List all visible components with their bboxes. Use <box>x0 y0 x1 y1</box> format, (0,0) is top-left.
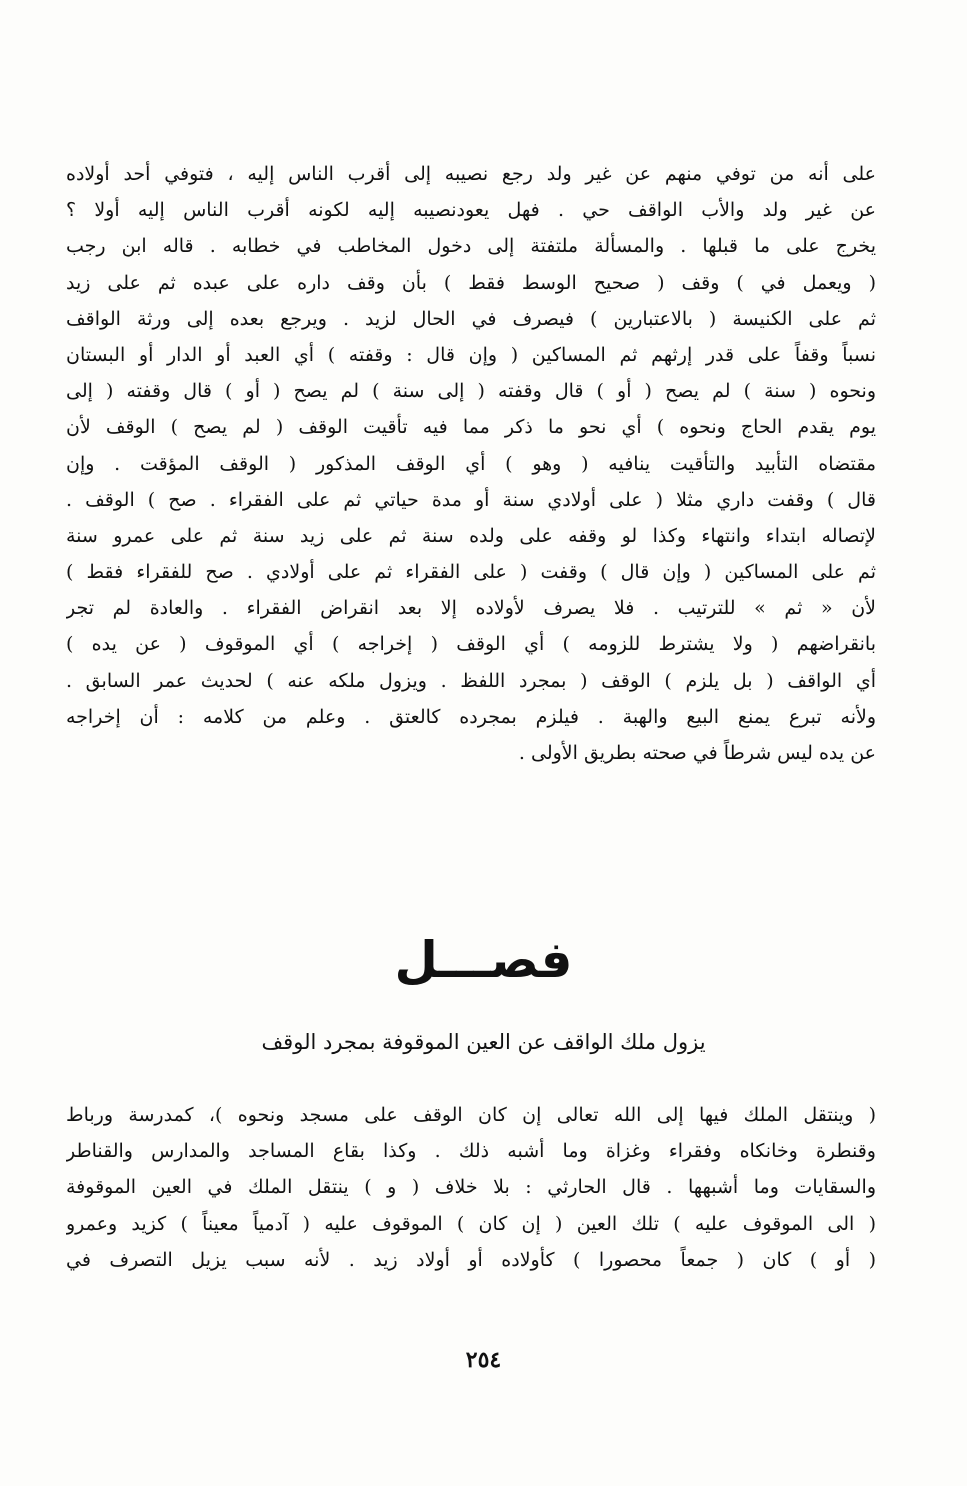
text-line: يخرج على ما قبلها . والمسألة ملتفتة إلى دخول المخاطب في خطابه . قاله ابن رجب <box>66 235 876 258</box>
text-line: ( الى الموقوف عليه ) تلك العين ( إن كان ) الموقوف عليه ( آدمياً معيناً ) كزيد وعمرو <box>66 1212 876 1235</box>
text-line: لأن « ثم » للترتيب . فلا يصرف لأولاده إلا بعد انقراض الفقراء . والعادة لم تجر <box>66 597 876 620</box>
text-line: ثم على المساكين ( وإن قال ) وقفت ( على الفقراء ثم على أولادي . صح للفقراء فقط ) <box>66 561 876 584</box>
page-number: ٢٥٤ <box>465 1347 502 1373</box>
text-line: والسقايات وما أشبهها . قال الحارثي : بلا خلاف ( و ) ينتقل الملك في العين الموقوفة <box>66 1176 876 1199</box>
text-line: نسباً وقفاً على قدر إرثهم ثم المساكين ( وإن قال : وقفته ) أي العبد أو الدار أو البستان <box>66 343 876 366</box>
paragraph-2 <box>66 1097 876 1278</box>
text-line: مقتضاه التأبيد والتأقيت ينافيه ( وهو ) أي الوقف المذكور ( الوقف المؤقت . وإن <box>66 452 876 475</box>
section-heading: فصـــل <box>394 931 573 989</box>
text-line: عن غير ولد والأب الواقف حي . فهل يعودنصيبه إليه لكونه أقرب الناس إليه أولا ؟ <box>66 199 876 222</box>
text-line: ونحوه ( سنة ) لم يصح ( أو ) قال وقفته ( إلى سنة ) لم يصح ( أو ) قال وقفته ( إلى <box>66 380 876 403</box>
text-line: ولأنه تبرع يمنع البيع والهبة . فيلزم بمجرده كالعتق . وعلم من كلامه : أن إخراجه <box>66 705 876 728</box>
section-subtitle: يزول ملك الواقف عن العين الموقوفة بمجرد الوقف <box>261 1030 706 1054</box>
text-line: أي الواقف ( بل يلزم ) الوقف ( بمجرد اللفظ . ويزول ملكه عنه ) لحديث عمر السابق . <box>66 669 876 692</box>
text-line: ( أو ) كان ( جمعاً محصورا ) كأولاده أو أولاد زيد . لأنه سبب يزيل التصرف في <box>66 1248 876 1271</box>
text-line: ( ويعمل في ) وقف ( صحيح الوسط فقط ) بأن وقف داره على عبده ثم على زيد <box>66 271 876 294</box>
text-line: لإتصاله ابتداء وانتهاء وكذا لو وقفه على ولده سنة ثم على زيد سنة ثم على عمرو سنة <box>66 524 876 547</box>
text-line: وقنطرة وخانكاه وفقراء وغزاة وما أشبه ذلك . وكذا بقاع المساجد والمدارس والقناطر <box>66 1140 876 1163</box>
text-line: ( وينتقل الملك فيها إلى الله تعالى إن كان الوقف على مسجد ونحوه )، كمدرسة ورباط <box>66 1104 876 1126</box>
text-line: بانقراضهم ( ولا يشترط للزومه ) أي الوقف ( إخراجه ) أي الموقوف ( عن يده ) <box>66 633 876 656</box>
paragraph-1 <box>66 156 876 771</box>
text-line: ثم على الكنيسة ( بالاعتبارين ) فيصرف في الحال لزيد . ويرجع بعده إلى ورثة الواقف <box>66 307 876 330</box>
text-line: عن يده ليس شرطاً في صحته بطريق الأولى . <box>518 742 876 764</box>
text-line: قال ) وقفت داري مثلا ( على أولادي سنة أو مدة حياتي ثم على الفقراء . صح ) الوقف . <box>66 488 876 511</box>
text-line: يوم يقدم الحاج ونحوه ) أي نحو ما ذكر مما فيه تأقيت الوقف ( لم يصح ) الوقف لأن <box>66 416 876 439</box>
text-line: على أنه من توفي منهم عن غير ولد رجع نصيبه إلى أقرب الناس إليه ، فتوفي أحد أولاده <box>66 163 876 185</box>
